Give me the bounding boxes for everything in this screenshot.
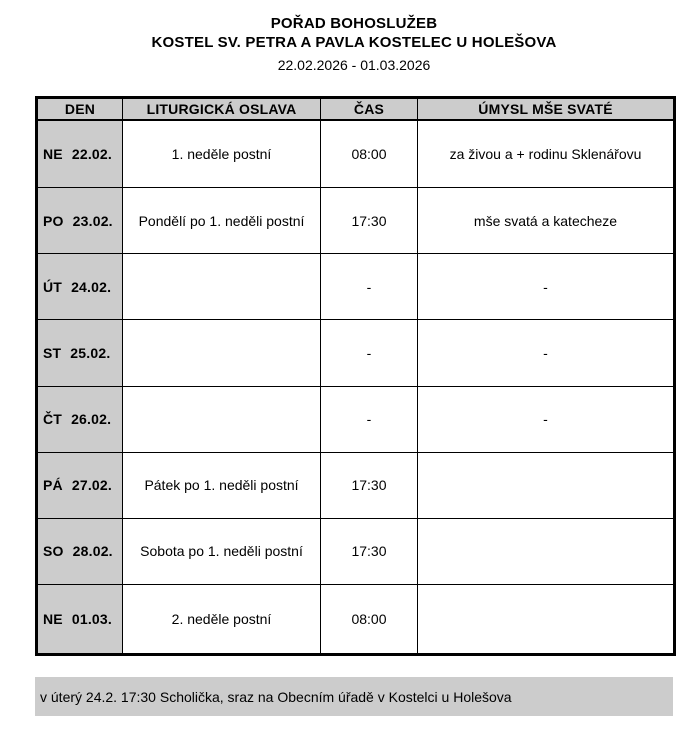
day-label: [38, 213, 122, 229]
day-date: 24.02.: [71, 278, 112, 295]
day-label: [38, 345, 122, 361]
day-abbrev: NE: [43, 610, 63, 627]
table-row-thursday-26-02: [37, 386, 675, 452]
day-date: 28.02.: [72, 543, 113, 560]
day-date: 25.02.: [70, 344, 111, 361]
celebration-cell: Pondělí po 1. neděli postní: [123, 188, 321, 254]
day-label: [38, 146, 122, 162]
day-cell: [37, 120, 123, 188]
table-row-monday-23-02: [37, 188, 675, 254]
intention-cell: mše svatá a katecheze: [418, 188, 675, 254]
day-abbrev: ČT: [43, 411, 63, 428]
church-name: KOSTEL SV. PETRA A PAVLA KOSTELEC U HOLEŠOVA: [151, 34, 557, 51]
day-date: 23.02.: [72, 212, 113, 229]
celebration-cell: [123, 386, 321, 452]
time-cell: -: [321, 320, 418, 386]
footer-note-text: v úterý 24.2. 17:30 Scholička, sraz na Obecním úřadě v Kostelci u Holešova: [40, 688, 512, 705]
schedule-table: [35, 96, 676, 656]
celebration-cell: [123, 254, 321, 320]
day-cell: [37, 320, 123, 386]
day-label: [38, 411, 122, 427]
celebration-cell: [123, 320, 321, 386]
time-cell: -: [321, 386, 418, 452]
day-abbrev: SO: [43, 543, 64, 560]
table-row-sunday-22-02: [37, 120, 675, 188]
column-header-den: DEN: [37, 98, 123, 120]
day-date: 01.03.: [71, 610, 112, 627]
column-header-liturgical-celebration: LITURGICKÁ OSLAVA: [123, 98, 321, 120]
time-cell: 17:30: [321, 188, 418, 254]
table-row-wednesday-25-02: [37, 320, 675, 386]
intention-cell: -: [418, 254, 675, 320]
time-cell: 17:30: [321, 452, 418, 518]
intention-cell: -: [418, 320, 675, 386]
day-cell: [37, 188, 123, 254]
day-label: [38, 477, 122, 493]
intention-cell: [418, 518, 675, 584]
day-cell: [37, 452, 123, 518]
intention-cell: [418, 584, 675, 654]
celebration-cell: 1. neděle postní: [123, 120, 321, 188]
day-abbrev: ÚT: [43, 278, 63, 295]
table-row-sunday-01-03: [37, 584, 675, 654]
day-abbrev: ST: [43, 344, 62, 361]
date-range: 22.02.2026 - 01.03.2026: [277, 57, 431, 73]
day-abbrev: NE: [43, 145, 63, 162]
celebration-cell: Pátek po 1. neděli postní: [123, 452, 321, 518]
day-label: [38, 611, 122, 627]
time-cell: 17:30: [321, 518, 418, 584]
footer-note-bar: [35, 677, 673, 716]
intention-cell: -: [418, 386, 675, 452]
document-header: [35, 14, 673, 74]
day-date: 27.02.: [71, 477, 112, 494]
time-cell: -: [321, 254, 418, 320]
day-date: 22.02.: [71, 145, 112, 162]
celebration-cell: Sobota po 1. neděli postní: [123, 518, 321, 584]
intention-cell: [418, 452, 675, 518]
time-cell: 08:00: [321, 584, 418, 654]
day-label: [38, 543, 122, 559]
day-cell: [37, 518, 123, 584]
day-abbrev: PÁ: [43, 477, 63, 494]
table-row-tuesday-24-02: [37, 254, 675, 320]
table-header-row: [37, 98, 675, 120]
celebration-cell: 2. neděle postní: [123, 584, 321, 654]
column-header-mass-intention: ÚMYSL MŠE SVATÉ: [418, 98, 675, 120]
table-row-friday-27-02: [37, 452, 675, 518]
page-title: POŘAD BOHOSLUŽEB: [270, 15, 438, 32]
day-cell: [37, 254, 123, 320]
day-abbrev: PO: [43, 212, 64, 229]
day-date: 26.02.: [71, 411, 112, 428]
column-header-time: ČAS: [321, 98, 418, 120]
table-row-saturday-28-02: [37, 518, 675, 584]
day-cell: [37, 584, 123, 654]
time-cell: 08:00: [321, 120, 418, 188]
day-label: [38, 279, 122, 295]
intention-cell: za živou a + rodinu Sklenářovu: [418, 120, 675, 188]
day-cell: [37, 386, 123, 452]
